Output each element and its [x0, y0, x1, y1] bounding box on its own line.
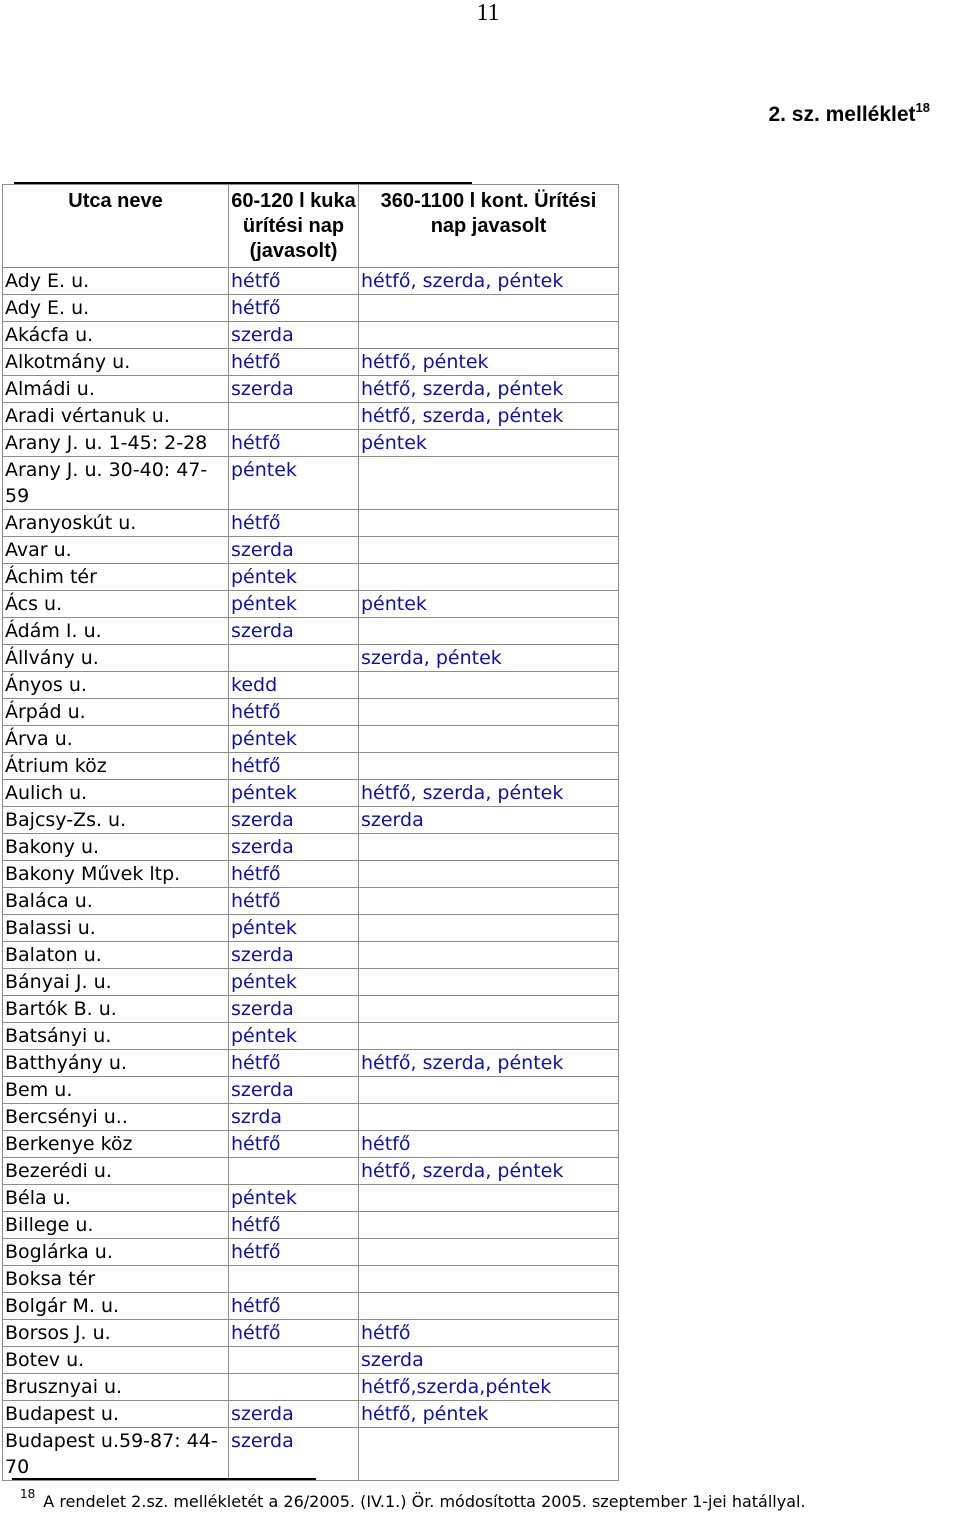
street-name-cell: Átrium köz	[3, 753, 229, 780]
small-bin-day-cell: hétfő	[229, 888, 359, 915]
large-container-day-cell: hétfő, szerda, péntek	[359, 376, 619, 403]
table-row	[3, 322, 619, 349]
large-container-day-cell	[359, 672, 619, 699]
street-name-cell: Aradi vértanuk u.	[3, 403, 229, 430]
street-name-cell: Arany J. u. 1-45: 2-28	[3, 430, 229, 457]
large-container-day-cell	[359, 295, 619, 322]
small-bin-day-cell: hétfő	[229, 268, 359, 295]
header-street-name: Utca neve	[3, 185, 229, 268]
table-row	[3, 349, 619, 376]
table-row	[3, 1077, 619, 1104]
street-name-cell: Brusznyai u.	[3, 1374, 229, 1401]
large-container-day-cell	[359, 996, 619, 1023]
street-name-cell: Bakony u.	[3, 834, 229, 861]
small-bin-day-cell: kedd	[229, 672, 359, 699]
small-bin-day-cell: szerda	[229, 1428, 359, 1481]
table-row	[3, 726, 619, 753]
footnote	[20, 1487, 806, 1514]
large-container-day-cell	[359, 915, 619, 942]
large-container-day-cell	[359, 1239, 619, 1266]
table-row	[3, 1158, 619, 1185]
table-row	[3, 753, 619, 780]
street-name-cell: Botev u.	[3, 1347, 229, 1374]
small-bin-day-cell: hétfő	[229, 1239, 359, 1266]
street-name-cell: Aranyoskút u.	[3, 510, 229, 537]
street-name-cell: Állvány u.	[3, 645, 229, 672]
street-name-cell: Boglárka u.	[3, 1239, 229, 1266]
large-container-day-cell	[359, 1293, 619, 1320]
street-name-cell: Baláca u.	[3, 888, 229, 915]
large-container-day-cell	[359, 753, 619, 780]
table-row	[3, 1212, 619, 1239]
street-name-cell: Alkotmány u.	[3, 349, 229, 376]
small-bin-day-cell: péntek	[229, 1023, 359, 1050]
table-row	[3, 834, 619, 861]
annex-footnote-ref: 18	[915, 100, 930, 115]
table-body	[3, 268, 619, 1481]
table-row	[3, 618, 619, 645]
table-row	[3, 1239, 619, 1266]
street-name-cell: Budapest u.59-87: 44-70	[3, 1428, 229, 1481]
small-bin-day-cell	[229, 645, 359, 672]
street-name-cell: Bercsényi u..	[3, 1104, 229, 1131]
small-bin-day-cell: szerda	[229, 1077, 359, 1104]
small-bin-day-cell: péntek	[229, 457, 359, 510]
small-bin-day-cell: szerda	[229, 1401, 359, 1428]
small-bin-day-cell: hétfő	[229, 699, 359, 726]
small-bin-day-cell: szrda	[229, 1104, 359, 1131]
table-row	[3, 861, 619, 888]
street-schedule-table	[2, 184, 619, 1481]
large-container-day-cell: hétfő, péntek	[359, 349, 619, 376]
large-container-day-cell	[359, 322, 619, 349]
large-container-day-cell	[359, 457, 619, 510]
small-bin-day-cell: hétfő	[229, 1293, 359, 1320]
street-name-cell: Boksa tér	[3, 1266, 229, 1293]
large-container-day-cell: hétfő, péntek	[359, 1401, 619, 1428]
street-name-cell: Ács u.	[3, 591, 229, 618]
street-name-cell: Bajcsy-Zs. u.	[3, 807, 229, 834]
small-bin-day-cell: péntek	[229, 591, 359, 618]
footnote-number: 18	[20, 1487, 36, 1501]
large-container-day-cell	[359, 969, 619, 996]
large-container-day-cell	[359, 888, 619, 915]
small-bin-day-cell: szerda	[229, 942, 359, 969]
small-bin-day-cell: hétfő	[229, 861, 359, 888]
large-container-day-cell	[359, 1212, 619, 1239]
street-name-cell: Balassi u.	[3, 915, 229, 942]
street-name-cell: Budapest u.	[3, 1401, 229, 1428]
table-row	[3, 699, 619, 726]
small-bin-day-cell: hétfő	[229, 430, 359, 457]
street-name-cell: Bolgár M. u.	[3, 1293, 229, 1320]
table-row	[3, 537, 619, 564]
street-name-cell: Bezerédi u.	[3, 1158, 229, 1185]
large-container-day-cell	[359, 1023, 619, 1050]
street-name-cell: Billege u.	[3, 1212, 229, 1239]
large-container-day-cell	[359, 537, 619, 564]
large-container-day-cell: hétfő,szerda,péntek	[359, 1374, 619, 1401]
street-name-cell: Almádi u.	[3, 376, 229, 403]
table-row	[3, 1023, 619, 1050]
large-container-day-cell: hétfő, szerda, péntek	[359, 403, 619, 430]
street-name-cell: Avar u.	[3, 537, 229, 564]
street-name-cell: Ady E. u.	[3, 268, 229, 295]
large-container-day-cell: hétfő, szerda, péntek	[359, 1050, 619, 1077]
header-large-container: 360-1100 l kont. Ürítési nap javasolt	[359, 185, 619, 268]
street-name-cell: Akácfa u.	[3, 322, 229, 349]
table-row	[3, 780, 619, 807]
large-container-day-cell	[359, 834, 619, 861]
small-bin-day-cell: szerda	[229, 834, 359, 861]
annex-title-text: 2. sz. melléklet	[768, 103, 916, 126]
footnote-text: A rendelet 2.sz. mellékletét a 26/2005. (IV.1.) Ör. módosította 2005. szeptember 1-jei hatállyal.	[43, 1492, 806, 1511]
table-row	[3, 1293, 619, 1320]
street-name-cell: Árpád u.	[3, 699, 229, 726]
large-container-day-cell	[359, 510, 619, 537]
street-name-cell: Bartók B. u.	[3, 996, 229, 1023]
small-bin-day-cell: péntek	[229, 780, 359, 807]
large-container-day-cell: hétfő	[359, 1131, 619, 1158]
large-container-day-cell	[359, 942, 619, 969]
table-row	[3, 1266, 619, 1293]
small-bin-day-cell	[229, 1266, 359, 1293]
large-container-day-cell	[359, 1266, 619, 1293]
street-name-cell: Áchim tér	[3, 564, 229, 591]
table-row	[3, 1401, 619, 1428]
small-bin-day-cell: hétfő	[229, 1050, 359, 1077]
large-container-day-cell	[359, 726, 619, 753]
table-row	[3, 510, 619, 537]
street-name-cell: Béla u.	[3, 1185, 229, 1212]
table-row	[3, 1104, 619, 1131]
small-bin-day-cell: hétfő	[229, 295, 359, 322]
small-bin-day-cell	[229, 1347, 359, 1374]
large-container-day-cell: szerda, péntek	[359, 645, 619, 672]
small-bin-day-cell: hétfő	[229, 349, 359, 376]
small-bin-day-cell: péntek	[229, 969, 359, 996]
small-bin-day-cell: hétfő	[229, 1131, 359, 1158]
large-container-day-cell: péntek	[359, 430, 619, 457]
table-row	[3, 996, 619, 1023]
small-bin-day-cell: szerda	[229, 807, 359, 834]
street-name-cell: Ady E. u.	[3, 295, 229, 322]
table-row	[3, 888, 619, 915]
small-bin-day-cell: szerda	[229, 537, 359, 564]
small-bin-day-cell: péntek	[229, 726, 359, 753]
street-name-cell: Batsányi u.	[3, 1023, 229, 1050]
large-container-day-cell: szerda	[359, 807, 619, 834]
large-container-day-cell: hétfő	[359, 1320, 619, 1347]
large-container-day-cell	[359, 618, 619, 645]
large-container-day-cell	[359, 1104, 619, 1131]
table-row	[3, 672, 619, 699]
small-bin-day-cell: hétfő	[229, 1320, 359, 1347]
street-name-cell: Bányai J. u.	[3, 969, 229, 996]
small-bin-day-cell: szerda	[229, 322, 359, 349]
large-container-day-cell	[359, 1185, 619, 1212]
street-name-cell: Ányos u.	[3, 672, 229, 699]
large-container-day-cell	[359, 1077, 619, 1104]
footnote-rule	[12, 1478, 316, 1480]
large-container-day-cell	[359, 699, 619, 726]
page-number: 11	[476, 0, 500, 26]
annex-title	[768, 102, 930, 128]
table-row	[3, 1320, 619, 1347]
large-container-day-cell: hétfő, szerda, péntek	[359, 1158, 619, 1185]
table-row	[3, 942, 619, 969]
large-container-day-cell	[359, 1428, 619, 1481]
small-bin-day-cell: hétfő	[229, 1212, 359, 1239]
table-row	[3, 430, 619, 457]
large-container-day-cell: péntek	[359, 591, 619, 618]
street-name-cell: Ádám I. u.	[3, 618, 229, 645]
large-container-day-cell	[359, 564, 619, 591]
small-bin-day-cell: péntek	[229, 915, 359, 942]
header-small-bin: 60-120 l kuka ürítési nap (javasolt)	[229, 185, 359, 268]
large-container-day-cell: hétfő, szerda, péntek	[359, 780, 619, 807]
street-name-cell: Bakony Művek ltp.	[3, 861, 229, 888]
table-row	[3, 376, 619, 403]
table-row	[3, 1131, 619, 1158]
small-bin-day-cell: szerda	[229, 376, 359, 403]
large-container-day-cell	[359, 861, 619, 888]
table-row	[3, 807, 619, 834]
table-row	[3, 645, 619, 672]
street-name-cell: Bem u.	[3, 1077, 229, 1104]
table-header-row	[3, 185, 619, 268]
large-container-day-cell: szerda	[359, 1347, 619, 1374]
table-row	[3, 969, 619, 996]
street-name-cell: Aulich u.	[3, 780, 229, 807]
small-bin-day-cell: szerda	[229, 618, 359, 645]
table-row	[3, 1050, 619, 1077]
small-bin-day-cell: péntek	[229, 564, 359, 591]
table-row	[3, 1347, 619, 1374]
street-name-cell: Batthyány u.	[3, 1050, 229, 1077]
small-bin-day-cell	[229, 1158, 359, 1185]
table-row	[3, 1428, 619, 1481]
small-bin-day-cell: hétfő	[229, 510, 359, 537]
table-row	[3, 1374, 619, 1401]
table-row	[3, 564, 619, 591]
street-name-cell: Arany J. u. 30-40: 47-59	[3, 457, 229, 510]
table-row	[3, 295, 619, 322]
street-name-cell: Árva u.	[3, 726, 229, 753]
large-container-day-cell: hétfő, szerda, péntek	[359, 268, 619, 295]
street-name-cell: Borsos J. u.	[3, 1320, 229, 1347]
table-row	[3, 591, 619, 618]
small-bin-day-cell	[229, 403, 359, 430]
street-name-cell: Balaton u.	[3, 942, 229, 969]
table-row	[3, 268, 619, 295]
small-bin-day-cell: péntek	[229, 1185, 359, 1212]
table-row	[3, 403, 619, 430]
table-row	[3, 457, 619, 510]
small-bin-day-cell: szerda	[229, 996, 359, 1023]
table-row	[3, 1185, 619, 1212]
street-name-cell: Berkenye köz	[3, 1131, 229, 1158]
small-bin-day-cell	[229, 1374, 359, 1401]
table-row	[3, 915, 619, 942]
small-bin-day-cell: hétfő	[229, 753, 359, 780]
